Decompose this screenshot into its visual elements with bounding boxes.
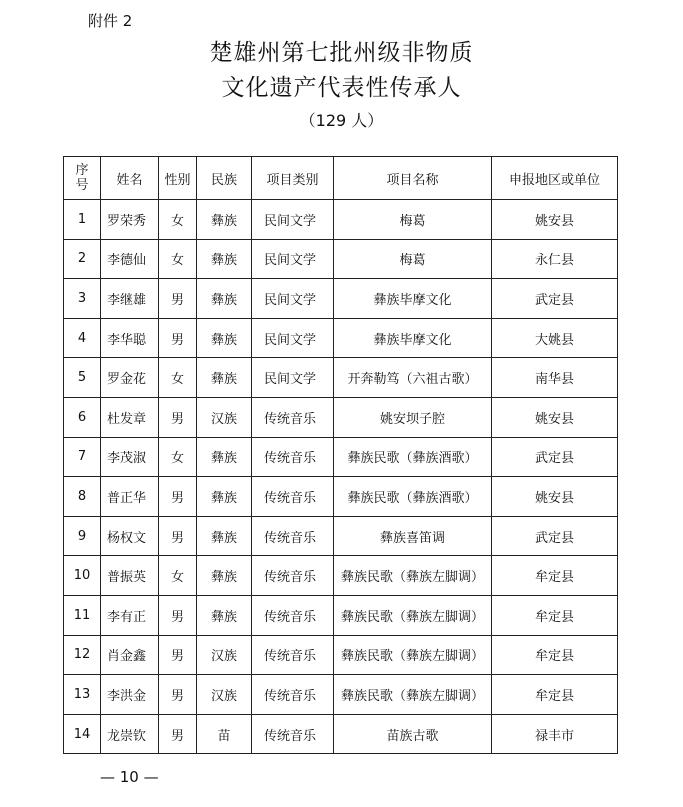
cell-region: 永仁县 (492, 239, 618, 279)
cell-project: 彝族毕摩文化 (334, 279, 492, 319)
table-row (64, 635, 618, 675)
cell-project: 彝族民歌（彝族酒歌） (334, 477, 492, 517)
cell-gender: 男 (159, 279, 197, 319)
header-seq-line-2: 号 (75, 178, 89, 193)
table-row (64, 397, 618, 437)
cell-seq: 1 (64, 200, 101, 240)
header-name: 姓名 (101, 157, 159, 200)
cell-ethnicity: 彝族 (197, 595, 252, 635)
cell-gender: 女 (159, 556, 197, 596)
cell-region: 禄丰市 (492, 714, 618, 754)
cell-name: 普振英 (101, 556, 159, 596)
table-row (64, 516, 618, 556)
cell-gender: 男 (159, 595, 197, 635)
cell-project: 彝族民歌（彝族左脚调） (334, 556, 492, 596)
cell-ethnicity: 彝族 (197, 200, 252, 240)
cell-ethnicity: 彝族 (197, 239, 252, 279)
cell-project: 彝族民歌（彝族左脚调） (334, 635, 492, 675)
cell-project: 姚安坝子腔 (334, 397, 492, 437)
cell-name: 肖金鑫 (101, 635, 159, 675)
cell-ethnicity: 苗 (197, 714, 252, 754)
cell-seq: 8 (64, 477, 101, 517)
cell-category: 民间文学 (252, 318, 334, 358)
cell-region: 武定县 (492, 437, 618, 477)
cell-name: 李德仙 (101, 239, 159, 279)
cell-region: 姚安县 (492, 397, 618, 437)
header-gender: 性别 (159, 157, 197, 200)
cell-name: 杨权文 (101, 516, 159, 556)
table-header-row (64, 157, 618, 200)
table-row (64, 318, 618, 358)
cell-category: 传统音乐 (252, 714, 334, 754)
cell-ethnicity: 汉族 (197, 397, 252, 437)
cell-gender: 男 (159, 635, 197, 675)
cell-name: 李继雄 (101, 279, 159, 319)
cell-region: 南华县 (492, 358, 618, 398)
table-row (64, 675, 618, 715)
cell-gender: 女 (159, 437, 197, 477)
table-row (64, 239, 618, 279)
cell-name: 普正华 (101, 477, 159, 517)
table-row (64, 714, 618, 754)
cell-category: 传统音乐 (252, 675, 334, 715)
header-seq-line-1: 序 (75, 163, 89, 178)
inheritor-count: （129 人） (299, 111, 384, 130)
cell-ethnicity: 彝族 (197, 279, 252, 319)
table-row (64, 595, 618, 635)
document-title-line-2: 文化遗产代表性传承人 (221, 75, 462, 101)
inheritor-table (63, 156, 618, 754)
cell-seq: 10 (64, 556, 101, 596)
cell-seq: 14 (64, 714, 101, 754)
cell-seq: 5 (64, 358, 101, 398)
cell-seq: 9 (64, 516, 101, 556)
cell-gender: 男 (159, 477, 197, 517)
cell-region: 牟定县 (492, 556, 618, 596)
header-category: 项目类别 (252, 157, 334, 200)
cell-project: 彝族民歌（彝族左脚调） (334, 595, 492, 635)
cell-project: 彝族民歌（彝族酒歌） (334, 437, 492, 477)
cell-gender: 女 (159, 239, 197, 279)
cell-seq: 3 (64, 279, 101, 319)
cell-name: 李茂淑 (101, 437, 159, 477)
cell-seq: 11 (64, 595, 101, 635)
document-title-line-1: 楚雄州第七批州级非物质 (209, 40, 474, 66)
cell-ethnicity: 汉族 (197, 675, 252, 715)
header-region: 申报地区或单位 (492, 157, 618, 200)
table-row (64, 279, 618, 319)
cell-seq: 12 (64, 635, 101, 675)
cell-name: 罗荣秀 (101, 200, 159, 240)
cell-project: 梅葛 (334, 239, 492, 279)
cell-category: 传统音乐 (252, 477, 334, 517)
table-row (64, 556, 618, 596)
header-seq (64, 157, 101, 200)
cell-name: 罗金花 (101, 358, 159, 398)
cell-gender: 男 (159, 516, 197, 556)
cell-category: 民间文学 (252, 358, 334, 398)
cell-region: 姚安县 (492, 477, 618, 517)
cell-category: 传统音乐 (252, 556, 334, 596)
page-number: — 10 — (100, 768, 159, 786)
cell-gender: 男 (159, 714, 197, 754)
cell-category: 民间文学 (252, 200, 334, 240)
table-row (64, 477, 618, 517)
cell-project: 苗族古歌 (334, 714, 492, 754)
cell-region: 武定县 (492, 516, 618, 556)
cell-ethnicity: 彝族 (197, 516, 252, 556)
cell-region: 牟定县 (492, 635, 618, 675)
header-ethnicity: 民族 (197, 157, 252, 200)
cell-ethnicity: 彝族 (197, 318, 252, 358)
cell-gender: 女 (159, 358, 197, 398)
cell-project: 彝族毕摩文化 (334, 318, 492, 358)
cell-ethnicity: 彝族 (197, 477, 252, 517)
cell-category: 传统音乐 (252, 595, 334, 635)
table-row (64, 200, 618, 240)
cell-region: 武定县 (492, 279, 618, 319)
cell-ethnicity: 彝族 (197, 358, 252, 398)
cell-category: 传统音乐 (252, 397, 334, 437)
cell-seq: 13 (64, 675, 101, 715)
cell-name: 李洪金 (101, 675, 159, 715)
cell-region: 牟定县 (492, 595, 618, 635)
cell-category: 民间文学 (252, 279, 334, 319)
cell-ethnicity: 彝族 (197, 437, 252, 477)
cell-seq: 4 (64, 318, 101, 358)
cell-project: 开奔勒笃（六祖古歌） (334, 358, 492, 398)
cell-region: 牟定县 (492, 675, 618, 715)
cell-ethnicity: 彝族 (197, 556, 252, 596)
cell-ethnicity: 汉族 (197, 635, 252, 675)
cell-seq: 6 (64, 397, 101, 437)
cell-gender: 男 (159, 318, 197, 358)
cell-seq: 2 (64, 239, 101, 279)
cell-name: 李华聪 (101, 318, 159, 358)
cell-gender: 女 (159, 200, 197, 240)
cell-name: 李有正 (101, 595, 159, 635)
header-project: 项目名称 (334, 157, 492, 200)
cell-name: 龙崇钦 (101, 714, 159, 754)
cell-seq: 7 (64, 437, 101, 477)
table-row (64, 358, 618, 398)
attachment-label: 附件 2 (88, 12, 133, 30)
cell-name: 杜发章 (101, 397, 159, 437)
cell-category: 传统音乐 (252, 437, 334, 477)
cell-gender: 男 (159, 397, 197, 437)
cell-project: 彝族喜笛调 (334, 516, 492, 556)
cell-region: 大姚县 (492, 318, 618, 358)
cell-gender: 男 (159, 675, 197, 715)
cell-project: 彝族民歌（彝族左脚调） (334, 675, 492, 715)
cell-category: 传统音乐 (252, 635, 334, 675)
table-row (64, 437, 618, 477)
cell-region: 姚安县 (492, 200, 618, 240)
cell-category: 民间文学 (252, 239, 334, 279)
cell-category: 传统音乐 (252, 516, 334, 556)
cell-project: 梅葛 (334, 200, 492, 240)
